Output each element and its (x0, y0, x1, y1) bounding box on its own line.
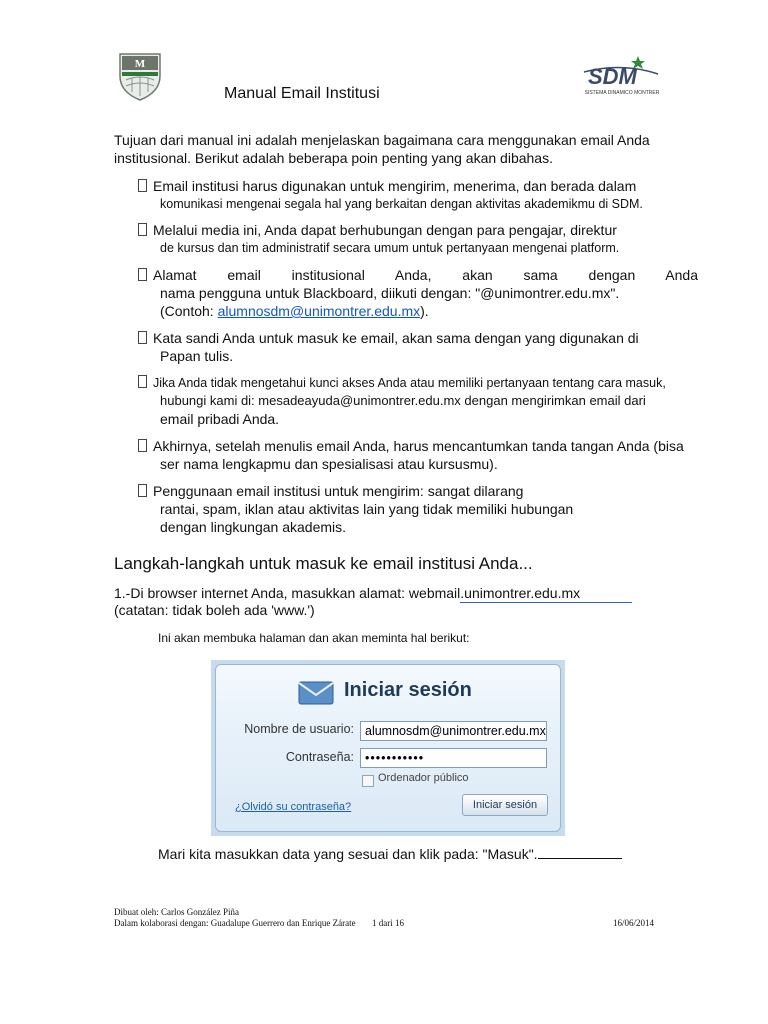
bullet-text: Kata sandi Anda untuk masuk ke email, akan sama dengan yang digunakan di (153, 330, 639, 346)
bullet-box-icon (138, 375, 147, 388)
webmail-address: .unimontrer.edu.mx (460, 585, 632, 603)
step-1-description: Ini akan membuka halaman dan akan meminta hal berikut: (158, 631, 470, 645)
step-1-text: 1.-Di browser internet Anda, masukkan alamat: webmail (114, 585, 461, 601)
footer-collaboration: Dalam kolaborasi dengan: Guadalupe Guerrero dan Enrique Zárate (114, 918, 356, 928)
step-1-instruction (114, 585, 632, 603)
bullet-box-icon (138, 179, 147, 192)
sign-in-button[interactable]: Iniciar sesión (462, 794, 548, 816)
closing-instruction (158, 846, 622, 862)
bullet-box-icon (138, 223, 147, 236)
bullet-box-icon (138, 268, 147, 281)
footer-author: Dibuat oleh: Carlos González Piña (114, 907, 239, 917)
bullet-text: Email institusi harus digunakan untuk mengirim, menerima, dan berada dalam (153, 178, 637, 194)
document-date: 16/06/2014 (613, 918, 655, 928)
bullet-text: komunikasi mengenai segala hal yang berkaitan dengan aktivitas akademikmu di SDM. (160, 197, 643, 211)
password-label: Contraseña: (285, 750, 354, 764)
bullet-text: Alamat email institusional Anda, akan sama dengan Anda (153, 267, 698, 283)
bullet-text: dengan lingkungan akademis. (160, 519, 347, 535)
bullet-text: Penggunaan email institusi untuk mengirim: sangat dilarang (153, 483, 524, 499)
bullet-text: nama pengguna untuk Blackboard, diikuti dengan: "@unimontrer.edu.mx". (160, 285, 620, 301)
sdm-logo (582, 54, 662, 98)
bullet-item (138, 266, 698, 320)
bullet-item (138, 221, 698, 257)
username-label: Nombre de usuario: (244, 722, 354, 736)
bullet-text: Melalui media ini, Anda dapat berhubungan dengan para pengajar, direktur (153, 222, 617, 238)
bullet-text: email pribadi Anda. (160, 411, 280, 427)
public-computer-label: Ordenador público (378, 772, 469, 784)
bullet-item (138, 437, 698, 473)
section-heading: Langkah-langkah untuk masuk ke email institusi Anda... (114, 554, 533, 573)
svg-text:M: M (134, 58, 146, 70)
bullet-text: (Contoh: (160, 303, 218, 319)
login-screenshot (211, 660, 565, 836)
sdm-logo-text: SDM (588, 64, 637, 89)
forgot-password-link[interactable]: ¿Olvidó su contraseña? (235, 801, 352, 813)
example-email-link[interactable]: alumnosdm@unimontrer.edu.mx (217, 303, 421, 319)
envelope-icon (298, 681, 334, 705)
step-1-note: (catatan: tidak boleh ada 'www.') (114, 602, 315, 618)
bullet-text: Jika Anda tidak mengetahui kunci akses Anda atau memiliki pertanyaan tentang cara masuk, (153, 376, 666, 390)
username-input[interactable]: alumnosdm@unimontrer.edu.mx (360, 721, 547, 741)
intro-paragraph: Tujuan dari manual ini adalah menjelaskan bagaimana cara menggunakan email Anda institusional. Berikut adalah beberapa poin penting yang akan dibahas. (114, 132, 650, 166)
sdm-logo-subtext: SISTEMA DINAMICO MONTRER (584, 90, 660, 96)
bullet-text: de kursus dan tim administratif secara umum untuk pertanyaan mengenai platform. (160, 241, 620, 255)
bullet-item (138, 177, 698, 213)
bullet-item (138, 329, 698, 365)
bullet-box-icon (138, 331, 147, 344)
closing-text: Mari kita masukkan data yang sesuai dan klik pada: "Masuk". (158, 846, 538, 862)
bullet-text: hubungi kami di: mesadeayuda@unimontrer.edu.mx dengan mengirimkan email dari (160, 393, 646, 408)
bullet-text: ser nama lengkapmu dan spesialisasi atau kursusmu). (160, 456, 498, 472)
password-input[interactable]: ••••••••••• (360, 748, 547, 768)
login-panel (215, 664, 561, 832)
bullet-text: ). (420, 303, 429, 319)
bullet-item (138, 482, 698, 536)
bullet-item (138, 374, 698, 428)
public-computer-checkbox[interactable] (362, 775, 374, 787)
login-title: Iniciar sesión (344, 679, 472, 701)
bullet-box-icon (138, 439, 147, 452)
university-shield-logo (112, 50, 168, 102)
document-title: Manual Email Institusi (224, 85, 380, 102)
page-number: 1 dari 16 (372, 918, 404, 928)
blank-line (538, 858, 622, 859)
bullet-text: Akhirnya, setelah menulis email Anda, harus mencantumkan tanda tangan Anda (bisa (153, 438, 684, 454)
bullet-text: rantai, spam, iklan atau aktivitas lain yang tidak memiliki hubungan (160, 501, 574, 517)
bullet-box-icon (138, 484, 147, 497)
bullet-text: Papan tulis. (160, 348, 234, 364)
